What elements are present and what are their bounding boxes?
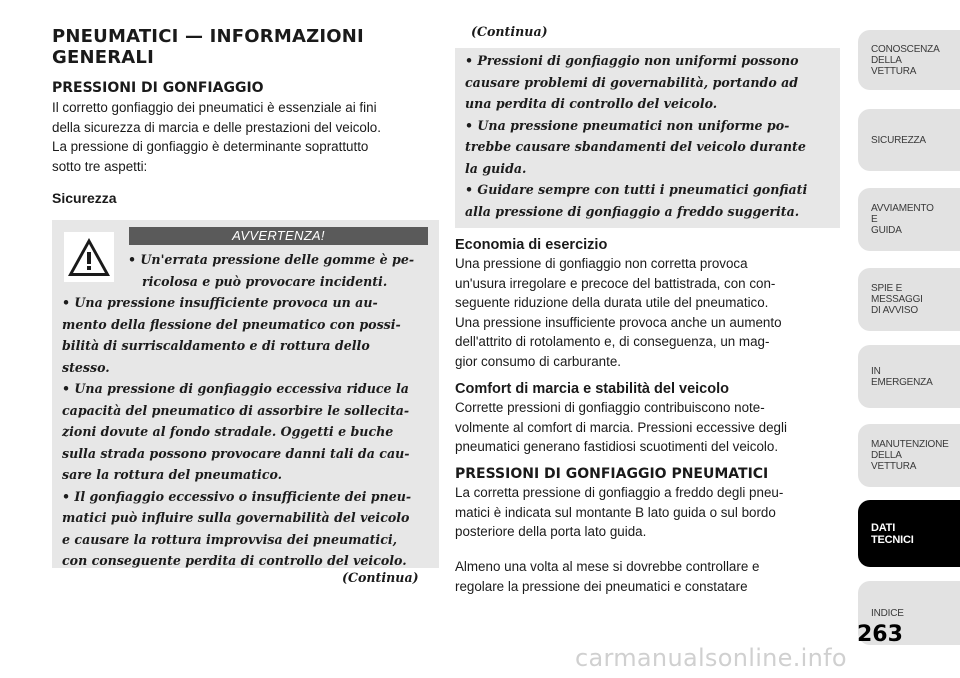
text-line: alla pressione di gonfiaggio a freddo suggerita. [465, 203, 800, 219]
text-line: ricolosa e può provocare incidenti. [142, 273, 388, 289]
section-body [455, 254, 840, 371]
tab-spie-e-messaggi[interactable] [858, 268, 960, 331]
intro-paragraph [52, 98, 439, 176]
tab-avviamento-e-guida[interactable] [858, 188, 960, 251]
text-line: • Guidare sempre con tutti i pneumatici gonfiati [465, 182, 808, 197]
tab-dati-tecnici[interactable] [858, 500, 960, 567]
text-line: • Una pressione pneumatici non uniforme po- [465, 117, 790, 133]
title-line-1: PNEUMATICI — INFORMAZIONI [52, 26, 364, 47]
section-heading: PRESSIONI DI GONFIAGGIO [52, 80, 264, 96]
warning-text [62, 292, 432, 572]
text-line: Il corretto gonfiaggio dei pneumatici è essenziale ai fini [52, 100, 377, 115]
section-body [455, 398, 840, 457]
text-line: Corrette pressioni di gonfiaggio contribuiscono note- [455, 400, 765, 415]
text-line: bilità di surriscaldamento e di rottura dello [62, 338, 370, 353]
tab-label: CONOSCENZA DELLA VETTURA [871, 43, 940, 77]
text-line: sotto tre aspetti: [52, 158, 148, 174]
section-heading: Economia di esercizio [455, 237, 608, 253]
text-line: mento della flessione del pneumatico con possi- [62, 316, 401, 332]
tab-manutenzione-della-vettura[interactable] [858, 424, 960, 487]
text-line: con conseguente perdita di controllo del veicolo. [62, 553, 407, 568]
page-title [52, 26, 439, 68]
text-line: un'usura irregolare e precoce del battistrada, con con- [455, 275, 776, 291]
section-monthly-check [455, 557, 840, 596]
text-line: matici può influire sulla governabilità del veicolo [62, 510, 410, 525]
text-line: trebbe causare sbandamenti del veicolo durante [465, 139, 806, 154]
text-line: della sicurezza di marcia e delle prestazioni del veicolo. [52, 119, 381, 135]
warning-text [465, 50, 835, 222]
watermark: carmanualsonline.info [575, 644, 847, 672]
text-line: la guida. [465, 160, 527, 176]
text-line: una perdita di controllo del veicolo. [465, 96, 718, 111]
text-line: stesso. [62, 359, 110, 375]
warning-box-continued [455, 48, 840, 228]
page-number: 263 [857, 622, 903, 647]
text-line: • Pressioni di gonfiaggio non uniformi possono [465, 53, 799, 68]
tab-label: IN EMERGENZA [871, 365, 933, 388]
tab-label: SPIE E MESSAGGI DI AVVISO [871, 283, 923, 316]
text-line: La pressione di gonfiaggio è determinante soprattutto [52, 139, 369, 154]
section-body [455, 483, 840, 542]
subheading-safety: Sicurezza [52, 190, 117, 206]
text-line: posteriore della porta lato guida. [455, 524, 647, 539]
tab-label: MANUTENZIONE DELLA VETTURA [871, 439, 949, 472]
section-comfort [455, 381, 840, 457]
section-heading: Comfort di marcia e stabilità del veicolo [455, 381, 729, 397]
text-line: • Una pressione di gonfiaggio eccessiva riduce la [62, 381, 409, 396]
text-line: • Una pressione insufficiente provoca un au- [62, 295, 378, 310]
text-line: e causare la rottura improvvisa dei pneumatici, [62, 531, 398, 547]
continued-header: (Continua) [471, 24, 548, 39]
title-line-2: GENERALI [52, 47, 154, 68]
text-line: pneumatici generano fastidiosi scuotimenti del veicolo. [455, 439, 779, 454]
text-line: volmente al comfort di marcia. Pressioni eccessive degli [455, 419, 787, 435]
tab-label: AVVIAMENTO E GUIDA [871, 203, 934, 236]
text-line: causare problemi di governabilità, portando ad [465, 74, 799, 90]
tab-sicurezza[interactable] [858, 109, 960, 171]
text-line: • Un'errata pressione delle gomme è pe- [128, 252, 415, 267]
text-line: La corretta pressione di gonfiaggio a freddo degli pneu- [455, 485, 784, 500]
text-line: dell'attrito di rotolamento e, di conseguenza, un mag- [455, 334, 770, 349]
warning-title: AVVERTENZA! [129, 227, 428, 245]
section-tire-pressure [455, 466, 840, 542]
text-line: seguente riduzione della durata utile del pneumatico. [455, 295, 769, 310]
text-line: capacità del pneumatico di assorbire le sollecita- [62, 402, 410, 418]
warning-triangle-icon [64, 232, 114, 282]
text-line: Almeno una volta al mese si dovrebbe controllare e [455, 559, 760, 574]
text-line: gior consumo di carburante. [455, 353, 621, 369]
tab-in-emergenza[interactable] [858, 345, 960, 408]
text-line: regolare la pressione dei pneumatici e constatare [455, 578, 748, 594]
warning-text-indented [128, 249, 432, 292]
text-line: zioni dovute al fondo stradale. Oggetti e buche [62, 424, 394, 439]
text-line: sulla strada possono provocare danni tali da cau- [62, 445, 410, 461]
warning-box [52, 220, 439, 568]
text-line: • Il gonfiaggio eccessivo o insufficiente dei pneu- [62, 488, 412, 504]
section-economy [455, 237, 840, 371]
tab-label: SICUREZZA [871, 134, 926, 146]
section-heading: PRESSIONI DI GONFIAGGIO PNEUMATICI [455, 466, 769, 482]
tab-conoscenza-della-vettura[interactable] [858, 30, 960, 90]
tab-label: DATI TECNICI [871, 521, 914, 546]
text-line: matici è indicata sul montante B lato guida o sul bordo [455, 504, 776, 520]
text-line: Una pressione insufficiente provoca anche un aumento [455, 314, 782, 330]
text-line: Una pressione di gonfiaggio non corretta provoca [455, 256, 748, 271]
tab-label: INDICE [871, 607, 904, 619]
text-line: sare la rottura del pneumatico. [62, 467, 283, 482]
continued-note: (Continua) [342, 570, 419, 585]
